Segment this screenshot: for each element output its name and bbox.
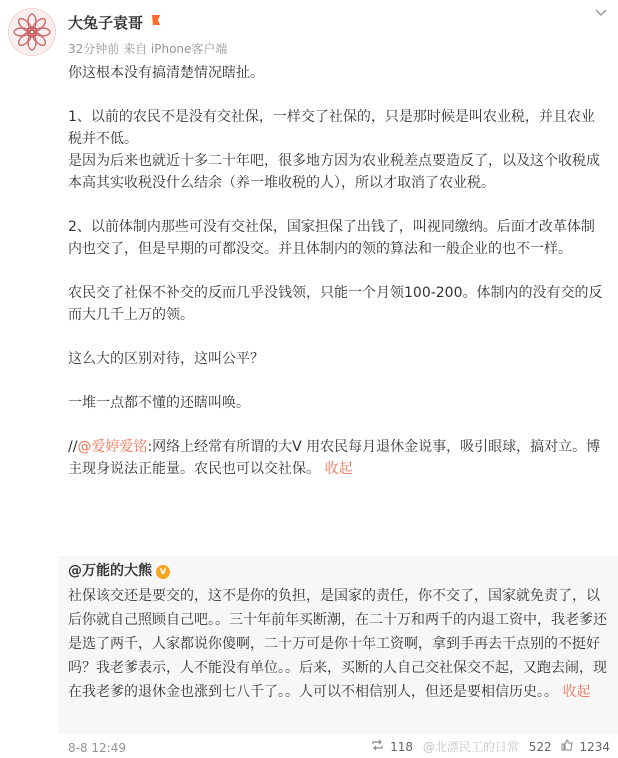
post-meta: 32分钟前 来自 iPhone客户端 [68,42,228,56]
repost-prefix: // [68,439,78,455]
repost-mention-link[interactable]: @爱婷爱铭 [77,439,148,455]
post-paragraph: 农民交了社保不补交的反而几乎没钱领，只能一个月领100-200。体制内的没有交的反而大几千上万的领。 [68,285,603,323]
vip-badge-icon [150,13,162,30]
quoted-collapse-link[interactable]: 收起 [562,684,591,700]
comment-count[interactable]: 522 [528,740,552,754]
action-bar [365,738,610,755]
watermark-text: @北漂民工的日常 [422,740,519,754]
post-paragraph: 一堆一点都不懂的还瞎叫唤。 [68,395,250,411]
post-paragraph: 这么大的区别对待，这叫公平？ [68,351,264,367]
post-paragraph: 是因为后来也就近十多二十年吧，很多地方因为农业税差点要造反了，以及这个收税成本高其实收税没什么结余（养一堆收税的人），所以才取消了农业税。 [68,153,600,191]
repost-icon[interactable] [371,740,384,754]
username[interactable]: 大兔子袁哥 [68,14,144,32]
avatar[interactable] [8,8,56,56]
post-paragraph: 你这根本没有搞清楚情况瞎扯。 [68,65,264,81]
post-body [68,62,608,480]
repost-text: :网络上经常有所谓的大V 用农民每月退休金说事，吸引眼球，搞对立。博主现身说法正能量。农民也可以交社保。 [68,439,601,477]
quoted-post[interactable] [58,556,618,734]
chevron-down-icon[interactable] [594,6,608,22]
like-icon[interactable] [561,740,573,754]
post-paragraph: 2、以前体制内那些可没有交社保，国家担保了出钱了，叫视同缴纳。后面才改革体制内也交了，但是早期的可都没交。并且体制内的领的算法和一般企业的也不一样。 [68,219,595,257]
post-timestamp[interactable]: 8-8 12:49 [68,741,126,755]
collapse-link[interactable]: 收起 [324,461,353,477]
repost-count[interactable]: 118 [390,740,414,754]
quoted-username[interactable]: @万能的大熊 [68,563,152,579]
quoted-text: 社保该交还是要交的，这不是你的负担，是国家的责任，你不交了，国家就免责了，以后你就自己照顾自己吧。。三十年前年买断潮，在二十万和两千的内退工资中，我老爹还是选了两千，人家都说你傻啊，二十万可是你十年工资啊，拿到手再去干点别的不挺好吗？我老爹表示，人不能没有单位。。后来，买断的人自己交社保交不起，又跑去闹，现在我老爹的退休金也涨到七八千了。。人可以不相信别人，但还是要相信历史。。 [68,588,607,700]
like-count[interactable]: 1234 [579,740,610,754]
quoted-text-block [68,584,608,704]
verified-badge-icon: v [156,565,170,579]
quoted-username-row [68,560,608,582]
post-paragraph: 1、以前的农民不是没有交社保，一样交了社保的，只是那时候是叫农业税，并且农业税并不低。 [68,109,595,147]
repost-line [68,436,608,480]
